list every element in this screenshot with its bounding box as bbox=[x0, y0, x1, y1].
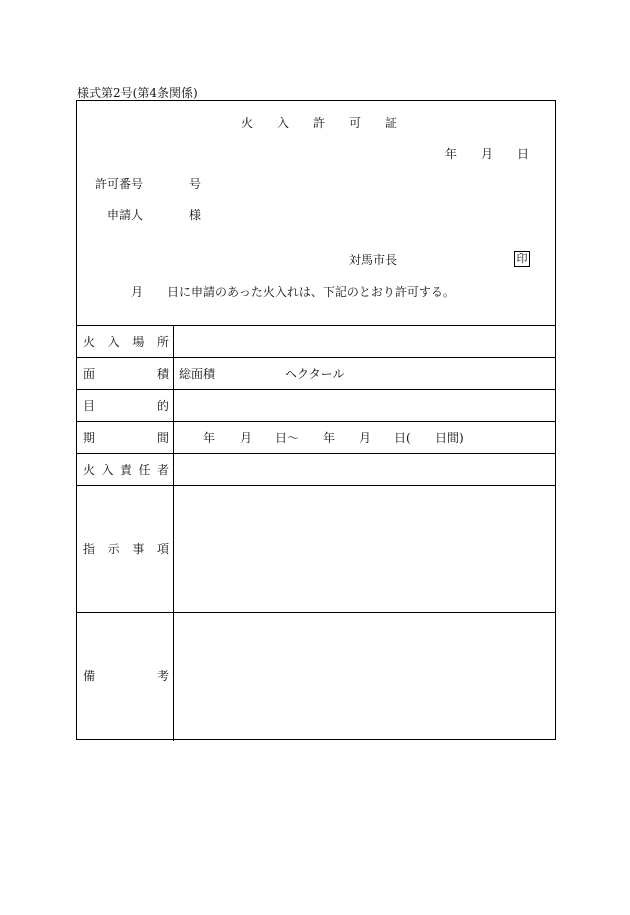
label-char: 考 bbox=[156, 669, 169, 683]
label-char: 的 bbox=[156, 399, 169, 413]
issue-date-day: 日 bbox=[517, 147, 530, 161]
permit-number-suffix: 号 bbox=[189, 177, 202, 191]
period-start-month: 月 bbox=[240, 431, 253, 445]
label-char: 示 bbox=[107, 542, 120, 556]
label-char: 面 bbox=[83, 367, 96, 381]
period-start-year: 年 bbox=[203, 431, 216, 445]
table-divider bbox=[77, 389, 555, 390]
period-end-month: 月 bbox=[359, 431, 372, 445]
label-char: 任 bbox=[138, 463, 151, 477]
permit-number-label: 許可番号 bbox=[95, 177, 144, 191]
title-char: 火 bbox=[241, 116, 254, 130]
label-char: 目 bbox=[83, 399, 96, 413]
row-label-remarks bbox=[83, 669, 169, 683]
applicant-suffix: 様 bbox=[189, 208, 202, 222]
form-number-label: 様式第2号(第4条関係) bbox=[77, 86, 198, 100]
table-divider bbox=[77, 357, 555, 358]
issue-date-year: 年 bbox=[445, 147, 458, 161]
table-divider bbox=[77, 453, 555, 454]
issue-date-month: 月 bbox=[481, 147, 494, 161]
label-char: 積 bbox=[156, 367, 169, 381]
label-char: 間 bbox=[156, 431, 169, 445]
statement-month: 月 bbox=[131, 285, 144, 299]
title-char: 入 bbox=[277, 116, 290, 130]
label-char: 者 bbox=[156, 463, 169, 477]
title-char: 証 bbox=[385, 116, 398, 130]
permit-form bbox=[76, 100, 556, 740]
row-label-instructions bbox=[83, 542, 169, 556]
table-divider bbox=[77, 485, 555, 486]
label-char: 場 bbox=[132, 335, 145, 349]
table-divider bbox=[77, 421, 555, 422]
issuer-name: 対馬市長 bbox=[349, 253, 398, 267]
applicant-label: 申請人 bbox=[107, 208, 144, 222]
area-unit: ヘクタール bbox=[285, 367, 345, 381]
period-days: 日間) bbox=[435, 431, 464, 445]
label-char: 火 bbox=[83, 335, 96, 349]
title-char: 可 bbox=[349, 116, 362, 130]
permit-title bbox=[241, 116, 421, 130]
title-char: 許 bbox=[313, 116, 326, 130]
label-char: 所 bbox=[156, 335, 169, 349]
label-char: 期 bbox=[83, 431, 96, 445]
area-total-label: 総面積 bbox=[179, 367, 216, 381]
row-label-period bbox=[83, 431, 169, 445]
label-char: 責 bbox=[119, 463, 132, 477]
label-char: 火 bbox=[83, 463, 96, 477]
label-char: 事 bbox=[132, 542, 145, 556]
period-start-day: 日〜 bbox=[275, 431, 300, 445]
row-label-burn-location bbox=[83, 335, 169, 349]
permit-statement: 日に申請のあった火入れは、下記のとおり許可する。 bbox=[167, 285, 455, 299]
row-label-purpose bbox=[83, 399, 169, 413]
table-column-divider bbox=[173, 325, 174, 741]
label-char: 指 bbox=[83, 542, 96, 556]
period-end-year: 年 bbox=[323, 431, 336, 445]
label-char: 入 bbox=[107, 335, 120, 349]
label-char: 入 bbox=[101, 463, 114, 477]
table-divider bbox=[77, 612, 555, 613]
row-label-person-in-charge bbox=[83, 463, 169, 477]
row-label-area bbox=[83, 367, 169, 381]
period-end-day: 日( bbox=[394, 431, 411, 445]
seal-mark: 印 bbox=[514, 251, 530, 267]
table-divider bbox=[77, 325, 555, 326]
label-char: 備 bbox=[83, 669, 96, 683]
label-char: 項 bbox=[156, 542, 169, 556]
